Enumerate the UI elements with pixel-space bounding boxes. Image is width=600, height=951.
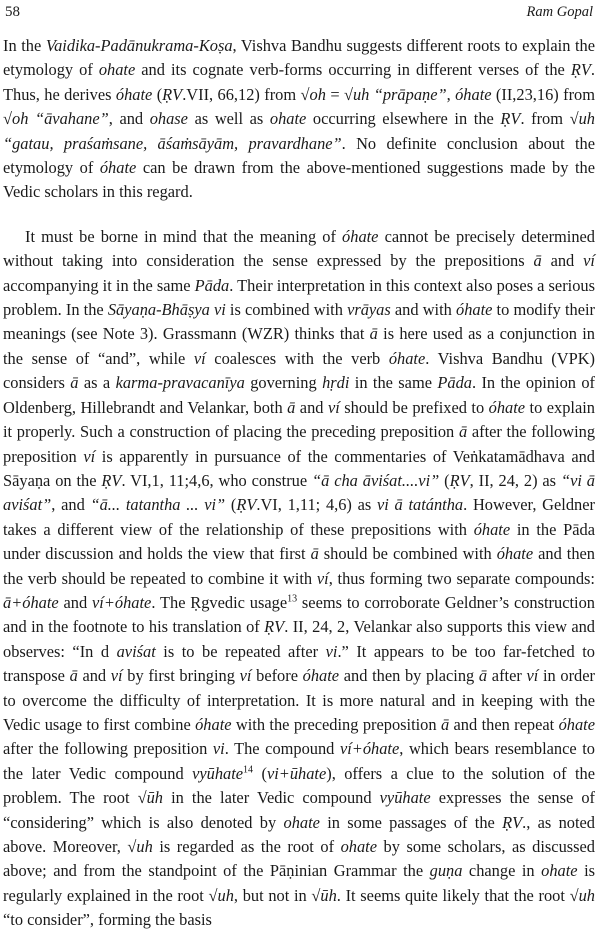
running-head: [3, 0, 595, 30]
page-number: 58: [5, 4, 20, 20]
paragraph-gap: [3, 205, 595, 225]
running-head-author: Ram Gopal: [526, 4, 593, 20]
paragraph-etymology: In the Vaidika-Padānukrama-Koṣa, Vishva Bandhu suggests different roots to explain the etymology of ohate and its cognate verb-forms occurring in different verses of the ṚV. Thus, he derives óhate (ṚV.VII, 66,12) from √oh = √uh “prāpaṇe”, óhate (II,23,16) from √oh “āvahane”, and ohase as well as ohate occurring elsewhere in the ṚV. from √uh “gatau, praśaṁsane, āśaṁsāyām, pravardhane”. No definite conclusion about the etymology of óhate can be drawn from the above-mentioned suggestions made by the Vedic scholars in this regard.: [3, 36, 596, 202]
body-text: [3, 34, 595, 933]
paragraph-prepositions: It must be borne in mind that the meaning of óhate cannot be precisely determined without taking into consideration the sense expressed by the prepositions ā and ví accompanying it in the same Pāda. Their interpretation in this context also poses a serious problem. In the Sāyaṇa-Bhāṣya vi is combined with vrāyas and with óhate to modify their meanings (see Note 3). Grassmann (WZR) thinks that ā is here used as a conjunction in the sense of “and”, while ví coalesces with the verb óhate. Vishva Bandhu (VPK) considers ā as a karma-pravacanīya governing hṛdi in the same Pāda. In the opinion of Oldenberg, Hillebrandt and Velankar, both ā and ví should be prefixed to óhate to explain it properly. Such a construction of placing the preceding preposition ā after the following preposition ví is apparently in pursuance of the commentaries of Veṅkatamādhava and Sāyaṇa on the ṚV. VI,1, 11;4,6, who construe “ā cha āviśat....vi” (ṚV, II, 24, 2) as “vi ā aviśat”, and “ā... tatantha ... vi” (ṚV.VI, 1,11; 4,6) as vi ā tatántha. However, Geldner takes a different view of the relationship of these prepositions with óhate in the Pāda under discussion and holds the view that first ā should be combined with óhate and then the verb should be repeated to combine it with ví, thus forming two separate compounds: ā+óhate and ví+óhate. The Ṛgvedic usage$^{13}$ seems to corroborate Geldner’s construction and in the footnote to his translation of ṚV. II, 24, 2, Velankar also supports this view and observes: “In d aviśat is to be repeated after vi.” It appears to be too far-fetched to transpose ā and ví by first bringing ví before óhate and then by placing ā after ví in order to overcome the difficulty of interpretation. It is more natural and in keeping with the Vedic usage to first combine óhate with the preceding preposition ā and then repeat óhate after the following preposition vi. The compound ví+óhate, which bears resemblance to the later Vedic compound vyūhate$^{14}$ (vi+ūhate), offers a clue to the solution of the problem. The root √ūh in the later Vedic compound vyūhate expresses the sense of “considering” which is also denoted by ohate in some passages of the ṚV., as noted above. Moreover, √uh is regarded as the root of ohate by some scholars, as discussed above; and from the standpoint of the Pāṇinian Grammar the guṇa change in ohate is regularly explained in the root √uh, but not in √ūh. It seems quite likely that the root √uh “to consider”, forming the basis: [3, 226, 596, 930]
